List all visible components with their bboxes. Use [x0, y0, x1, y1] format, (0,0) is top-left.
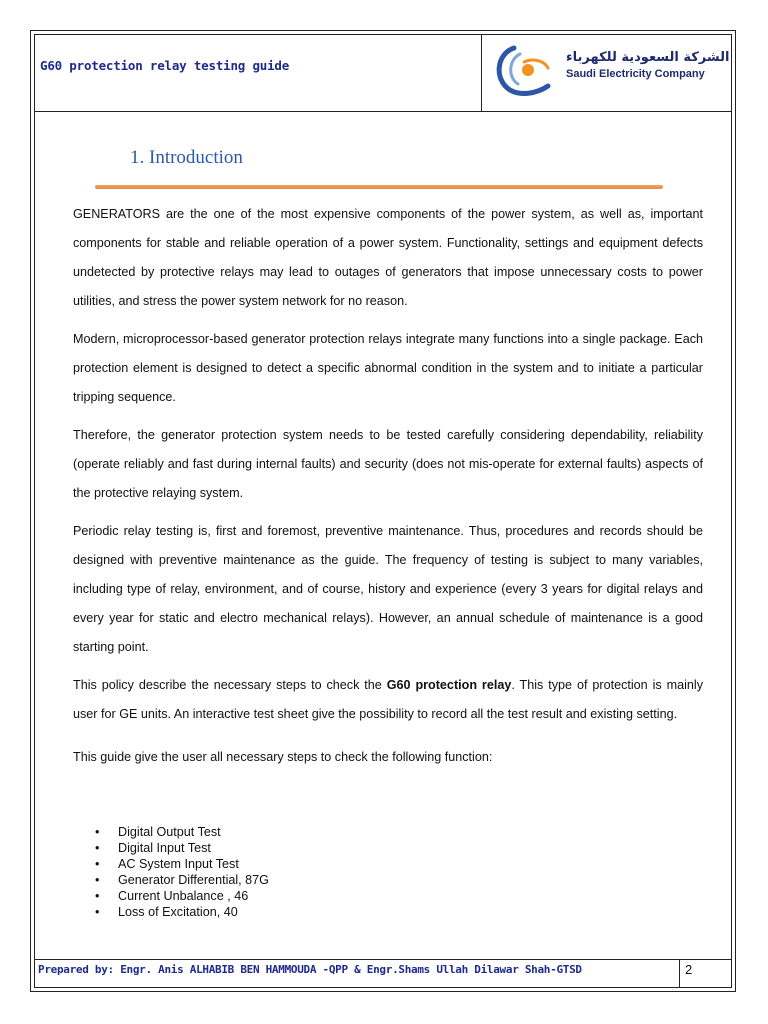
bullet-icon: • — [95, 889, 100, 903]
bullet-icon: • — [95, 857, 100, 871]
list-item: • Current Unbalance , 46 — [95, 889, 249, 903]
bullet-icon: • — [95, 825, 100, 839]
paragraph-generators: GENERATORS are the one of the most expensive components of the power system, as well as, important components for stable and reliable operation of a power system. Functionality, settings and equipment defects undetected by protective relays may lead to outages of generators that impose unnecessary costs to power utilities, and stress the power system network for no reason. — [73, 207, 703, 308]
bullet-icon: • — [95, 905, 100, 919]
page-number: 2 — [685, 962, 693, 977]
function-list — [95, 824, 269, 920]
paragraph-periodic-testing: Periodic relay testing is, first and foremost, preventive maintenance. Thus, procedures and records should be designed with preventive maintenance as the guide. The frequency of testing is subject to many variables, including type of relay, environment, and of course, history and experience (every 3 years for digital relays and every year for static and electro mechanical relays). However, an annual schedule of maintenance is a good starting point. — [73, 524, 703, 654]
list-item: • Loss of Excitation, 40 — [95, 905, 238, 919]
relay-name-bold: G60 protection relay — [386, 678, 512, 692]
heading-underline — [95, 185, 663, 189]
logo-english-text: Saudi Electricity Company — [566, 68, 705, 80]
paragraph-modern-relays: Modern, microprocessor-based generator protection relays integrate many functions into a single package. Each protection element is designed to detect a specific abnormal condition in the system and to initiate a particular tripping sequence. — [73, 332, 703, 404]
paragraph-policy: This policy describe the necessary steps to check the G60 protection relay. This type of protection is mainly user for GE units. An interactive test sheet give the possibility to record all the test result and existing setting. — [73, 678, 704, 721]
list-item: • Digital Input Test — [95, 841, 211, 855]
header-divider — [481, 34, 482, 112]
logo-arabic-text: الشركة السعودية للكهرباء — [566, 50, 730, 65]
document-title: G60 protection relay testing guide — [40, 58, 290, 73]
paragraph-dependability: Therefore, the generator protection system needs to be tested carefully considering dependability, reliability (operate reliably and fast during internal faults) and security (does not mis-operate for external faults) aspects of the protective relaying system. — [73, 428, 703, 500]
list-item: • AC System Input Test — [95, 857, 239, 871]
paragraph-function-intro: This guide give the user all necessary steps to check the following function: — [73, 750, 493, 764]
prepared-by-text: Prepared by: Engr. Anis ALHABIB BEN HAMMOUDA -QPP & Engr.Shams Ullah Dilawar Shah-GTSD — [38, 963, 582, 976]
bullet-icon: • — [95, 841, 100, 855]
list-item: • Digital Output Test — [95, 825, 221, 839]
body-content — [73, 200, 703, 781]
footer-divider — [679, 959, 680, 988]
list-item: • Generator Differential, 87G — [95, 873, 269, 887]
bullet-icon: • — [95, 873, 100, 887]
section-heading: 1. Introduction — [130, 147, 243, 168]
